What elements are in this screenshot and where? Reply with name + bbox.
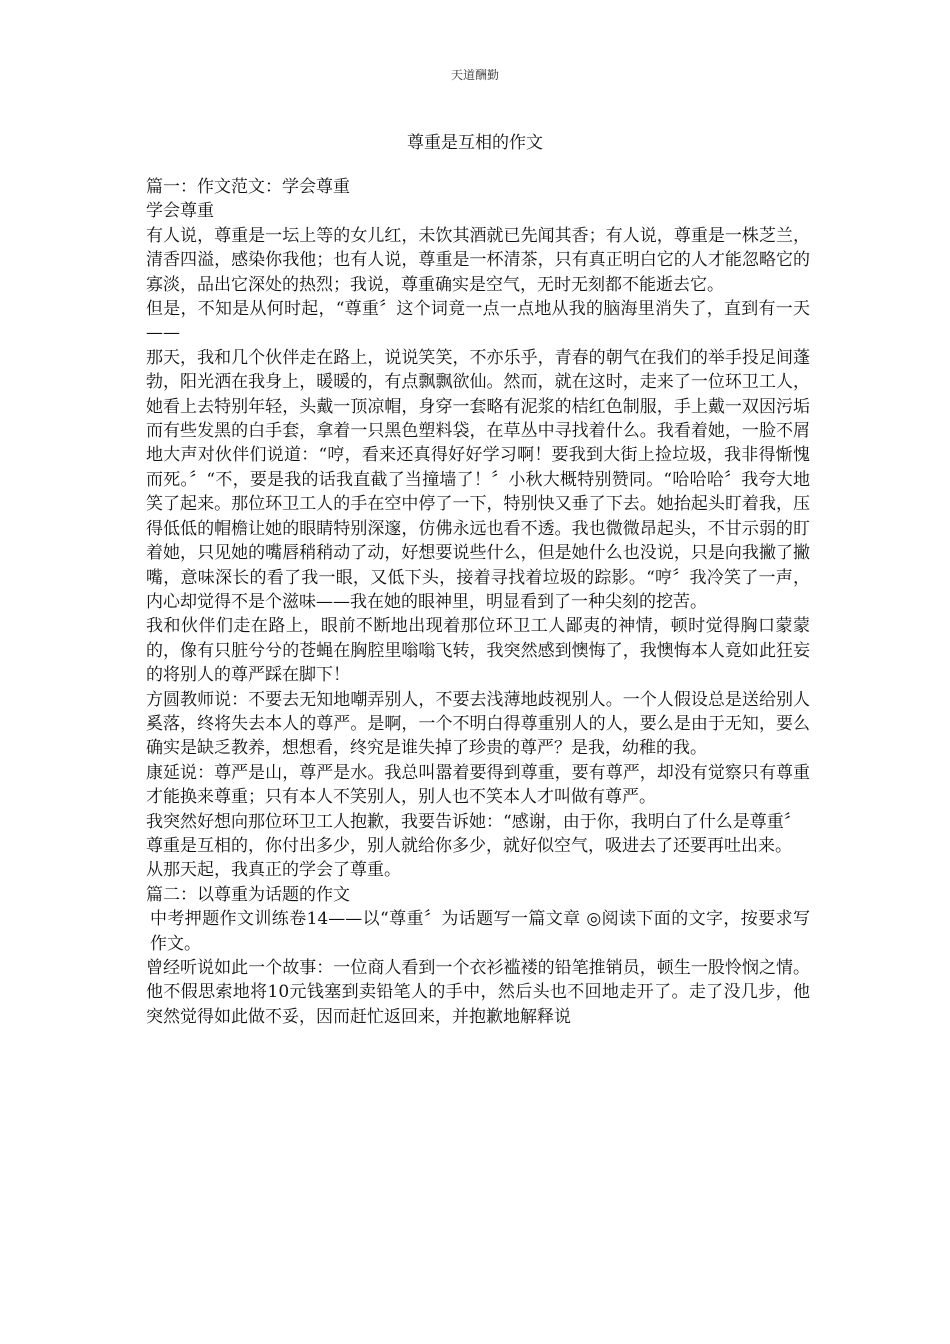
section-heading-2: 篇二：以尊重为话题的作文 — [146, 884, 350, 905]
essay-subtitle: 学会尊重 — [146, 201, 214, 222]
document-title: 尊重是互相的作文 — [407, 133, 543, 153]
paragraph: 那天，我和几个伙伴走在路上，说说笑笑，不亦乐乎，青春的朝气在我们的举手投足间蓬勃，阳光洒在我身上，暖暖的，有点飘飘欲仙。然而，就在这时，走来了一位环卫工人，她看上去特别年轻，头戴一顶凉帽，身穿一套略有泥浆的桔红色制服，手上戴一双因污垢而有些发黑的白手套，拿着一只黑色塑料袋，在草丛中寻找着什么。我看着她，一脸不屑地大声对伙伴们说道：“哼，看来还真得好好学习啊！要我到大街上捡垃圾，我非得惭愧而死。〞“不，要是我的话我直截了当撞墙了！〞小秋大概特别赞同。“哈哈哈〞我夸大地笑了起来。那位环卫工人的手在空中停了一下，特别快又垂了下去。她抬起头盯着我，压得低低的帽檐让她的眼睛特别深邃，仿佛永远也看不透。我也微微昂起头，不甘示弱的盯着她，只见她的嘴唇稍稍动了动，好想要说些什么，但是她什么也没说，只是向我撇了撇嘴，意味深长的看了我一眼，又低下头，接着寻找着垃圾的踪影。“哼〞我冷笑了一声，内心却觉得不是个滋味——我在她的眼神里，明显看到了一种尖刻的挖苦。 — [146, 347, 810, 612]
paragraph: 康延说：尊严是山，尊严是水。我总叫嚣着要得到尊重，要有尊严，却没有觉察只有尊重才能换来尊重；只有本人不笑别人，别人也不笑本人才叫做有尊严。 — [146, 762, 810, 808]
paragraph: 我和伙伴们走在路上，眼前不断地出现着那位环卫工人鄙夷的神情，顿时觉得胸口蒙蒙的，像有只脏兮兮的苍蝇在胸腔里嗡嗡飞转，我突然感到懊悔了，我懊悔本人竟如此狂妄的将别人的尊严踩在脚下！ — [146, 616, 810, 686]
paragraph: 方圆教师说：不要去无知地嘲弄别人，不要去浅薄地歧视别人。一个人假设总是送给别人奚落，终将失去本人的尊严。是啊，一个不明白得尊重别人的人，要么是由于无知，要么确实是缺乏教养，想想看，终究是谁失掉了珍贵的尊严？是我，幼稚的我。 — [146, 689, 810, 759]
paragraph: 曾经听说如此一个故事：一位商人看到一个衣衫褴褛的铅笔推销员，顿生一股怜悯之情。他不假思索地将10元钱塞到卖铅笔人的手中，然后头也不回地走开了。走了没几步，他突然觉得如此做不妥，因而赶忙返回来，并抱歉地解释说 — [146, 958, 810, 1027]
section-heading-1: 篇一：作文范文：学会尊重 — [146, 177, 350, 197]
paragraph: 尊重是互相的，你付出多少，别人就给你多少，就好似空气，吸进去了还要再吐出来。 — [146, 835, 792, 856]
paragraph: 从那天起，我真正的学会了尊重。 — [146, 860, 401, 881]
document-body — [146, 175, 810, 1344]
paragraph: 有人说，尊重是一坛上等的女儿红，未饮其酒就已先闻其香；有人说，尊重是一株芝兰，清香四溢，感染你我他；也有人说，尊重是一杯清茶，只有真正明白它的人才能忽略它的寡淡，品出它深处的热烈；我说，尊重确实是空气，无时无刻都不能逝去它。 — [146, 225, 810, 295]
paragraph: 但是，不知是从何时起，“尊重〞这个词竟一点一点地从我的脑海里消失了，直到有一天—— — [146, 299, 810, 344]
page-header: 天道酬勤 — [450, 68, 499, 82]
paragraph: 我突然好想向那位环卫工人抱歉，我要告诉她：“感谢，由于你，我明白了什么是尊重〞 — [146, 811, 801, 832]
paragraph: 中考押题作文训练卷14——以“尊重〞为话题写一篇文章 ◎阅读下面的文字，按要求写作文。 — [150, 909, 810, 954]
